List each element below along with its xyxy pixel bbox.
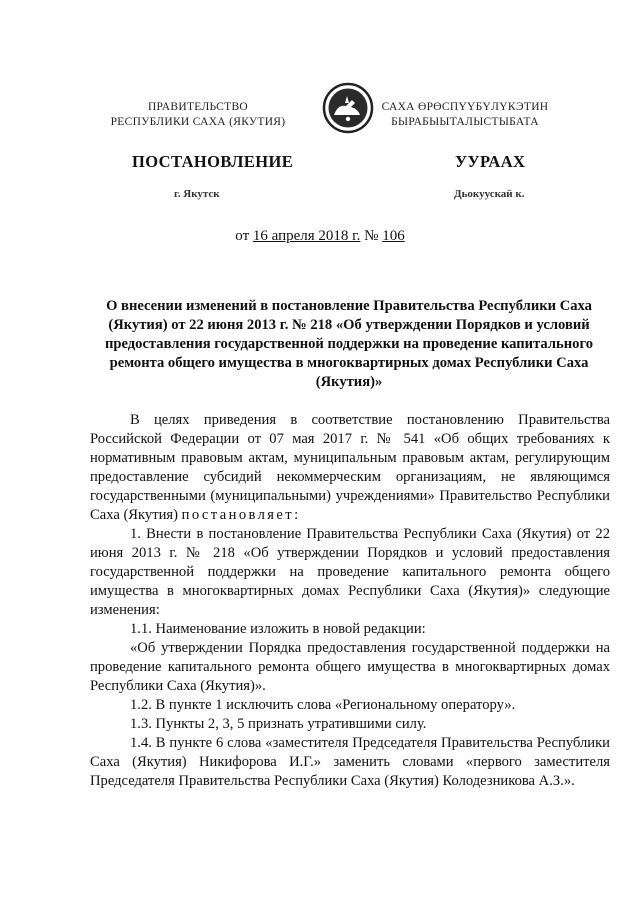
header-left-line2: РЕСПУБЛИКИ САХА (ЯКУТИЯ) [110, 116, 286, 128]
doc-type-ru: ПОСТАНОВЛЕНИЕ [132, 152, 294, 171]
paragraph-1-4: 1.4. В пункте 6 слова «заместителя Председателя Правительства Республики Саха (Якутия) Никифорова И.Г.» заменить словами «первого заместителя Председателя Правительства Республики Саха (Якутия) Колодезникова А.З.». [90, 735, 610, 789]
header-right-line2: БЫРАБЫЫТАЛЫСТЫБАТА [391, 116, 539, 128]
date-line [0, 228, 640, 245]
paragraph-1-3: 1.3. Пункты 2, 3, 5 признать утратившими силу. [130, 716, 427, 732]
paragraph-1-1: 1.1. Наименование изложить в новой редакции: [130, 621, 426, 637]
document-body [90, 411, 610, 791]
header-left [88, 100, 308, 130]
header-left-line1: ПРАВИТЕЛЬСТВО [147, 101, 249, 113]
date-prefix: от [235, 228, 250, 244]
paragraph-1-1-quote: «Об утверждении Порядка предоставления государственной поддержки на проведение капитального ремонта общего имущества в многоквартирных домах Республики Саха (Якутия)». [90, 640, 610, 694]
city-sakha: Дьокуускай к. [454, 188, 525, 200]
intro-paragraph [90, 411, 610, 525]
doc-type-sakha: УУРААХ [455, 152, 526, 171]
intro-text: В целях приведения в соответствие постановлению Правительства Российской Федерации от 07 мая 2017 г. № 541 «Об общих требованиях к нормативным правовым актам, муниципальным правовым актам, регулирующим предоставление субсидий некоммерческим организациям, не являющимся государственными (муниципальными) учреждениями» Правительство Республики Саха (Якутия) [90, 412, 610, 523]
city-ru: г. Якутск [174, 188, 220, 200]
paragraph-1-2: 1.2. В пункте 1 исключить слова «Региональному оператору». [130, 697, 516, 713]
header-right-line1: САХА ӨРӨСПҮҮБҮЛҮКЭТИН [381, 101, 549, 113]
intro-spaced: постановляет: [181, 507, 301, 523]
number-label: № [364, 228, 379, 244]
number-value: 106 [382, 228, 405, 244]
header-right [355, 100, 575, 130]
document-title: О внесении изменений в постановление Правительства Республики Саха (Якутия) от 22 июня 2013 г. № 218 «Об утверждении Порядков и условий предоставления государственной поддержки на проведение капитального ремонта общего имущества в многоквартирных домах Республики Саха (Якутия)» [104, 298, 594, 390]
paragraph-1: 1. Внести в постановление Правительства Республики Саха (Якутия) от 22 июня 2013 г. № 218 «Об утверждении Порядков и условий предоставления государственной поддержки на проведение капитального ремонта общего имущества в многоквартирных домах Республики Саха (Якутия)» следующие изменения: [90, 526, 610, 618]
date-value: 16 апреля 2018 г. [252, 228, 361, 244]
